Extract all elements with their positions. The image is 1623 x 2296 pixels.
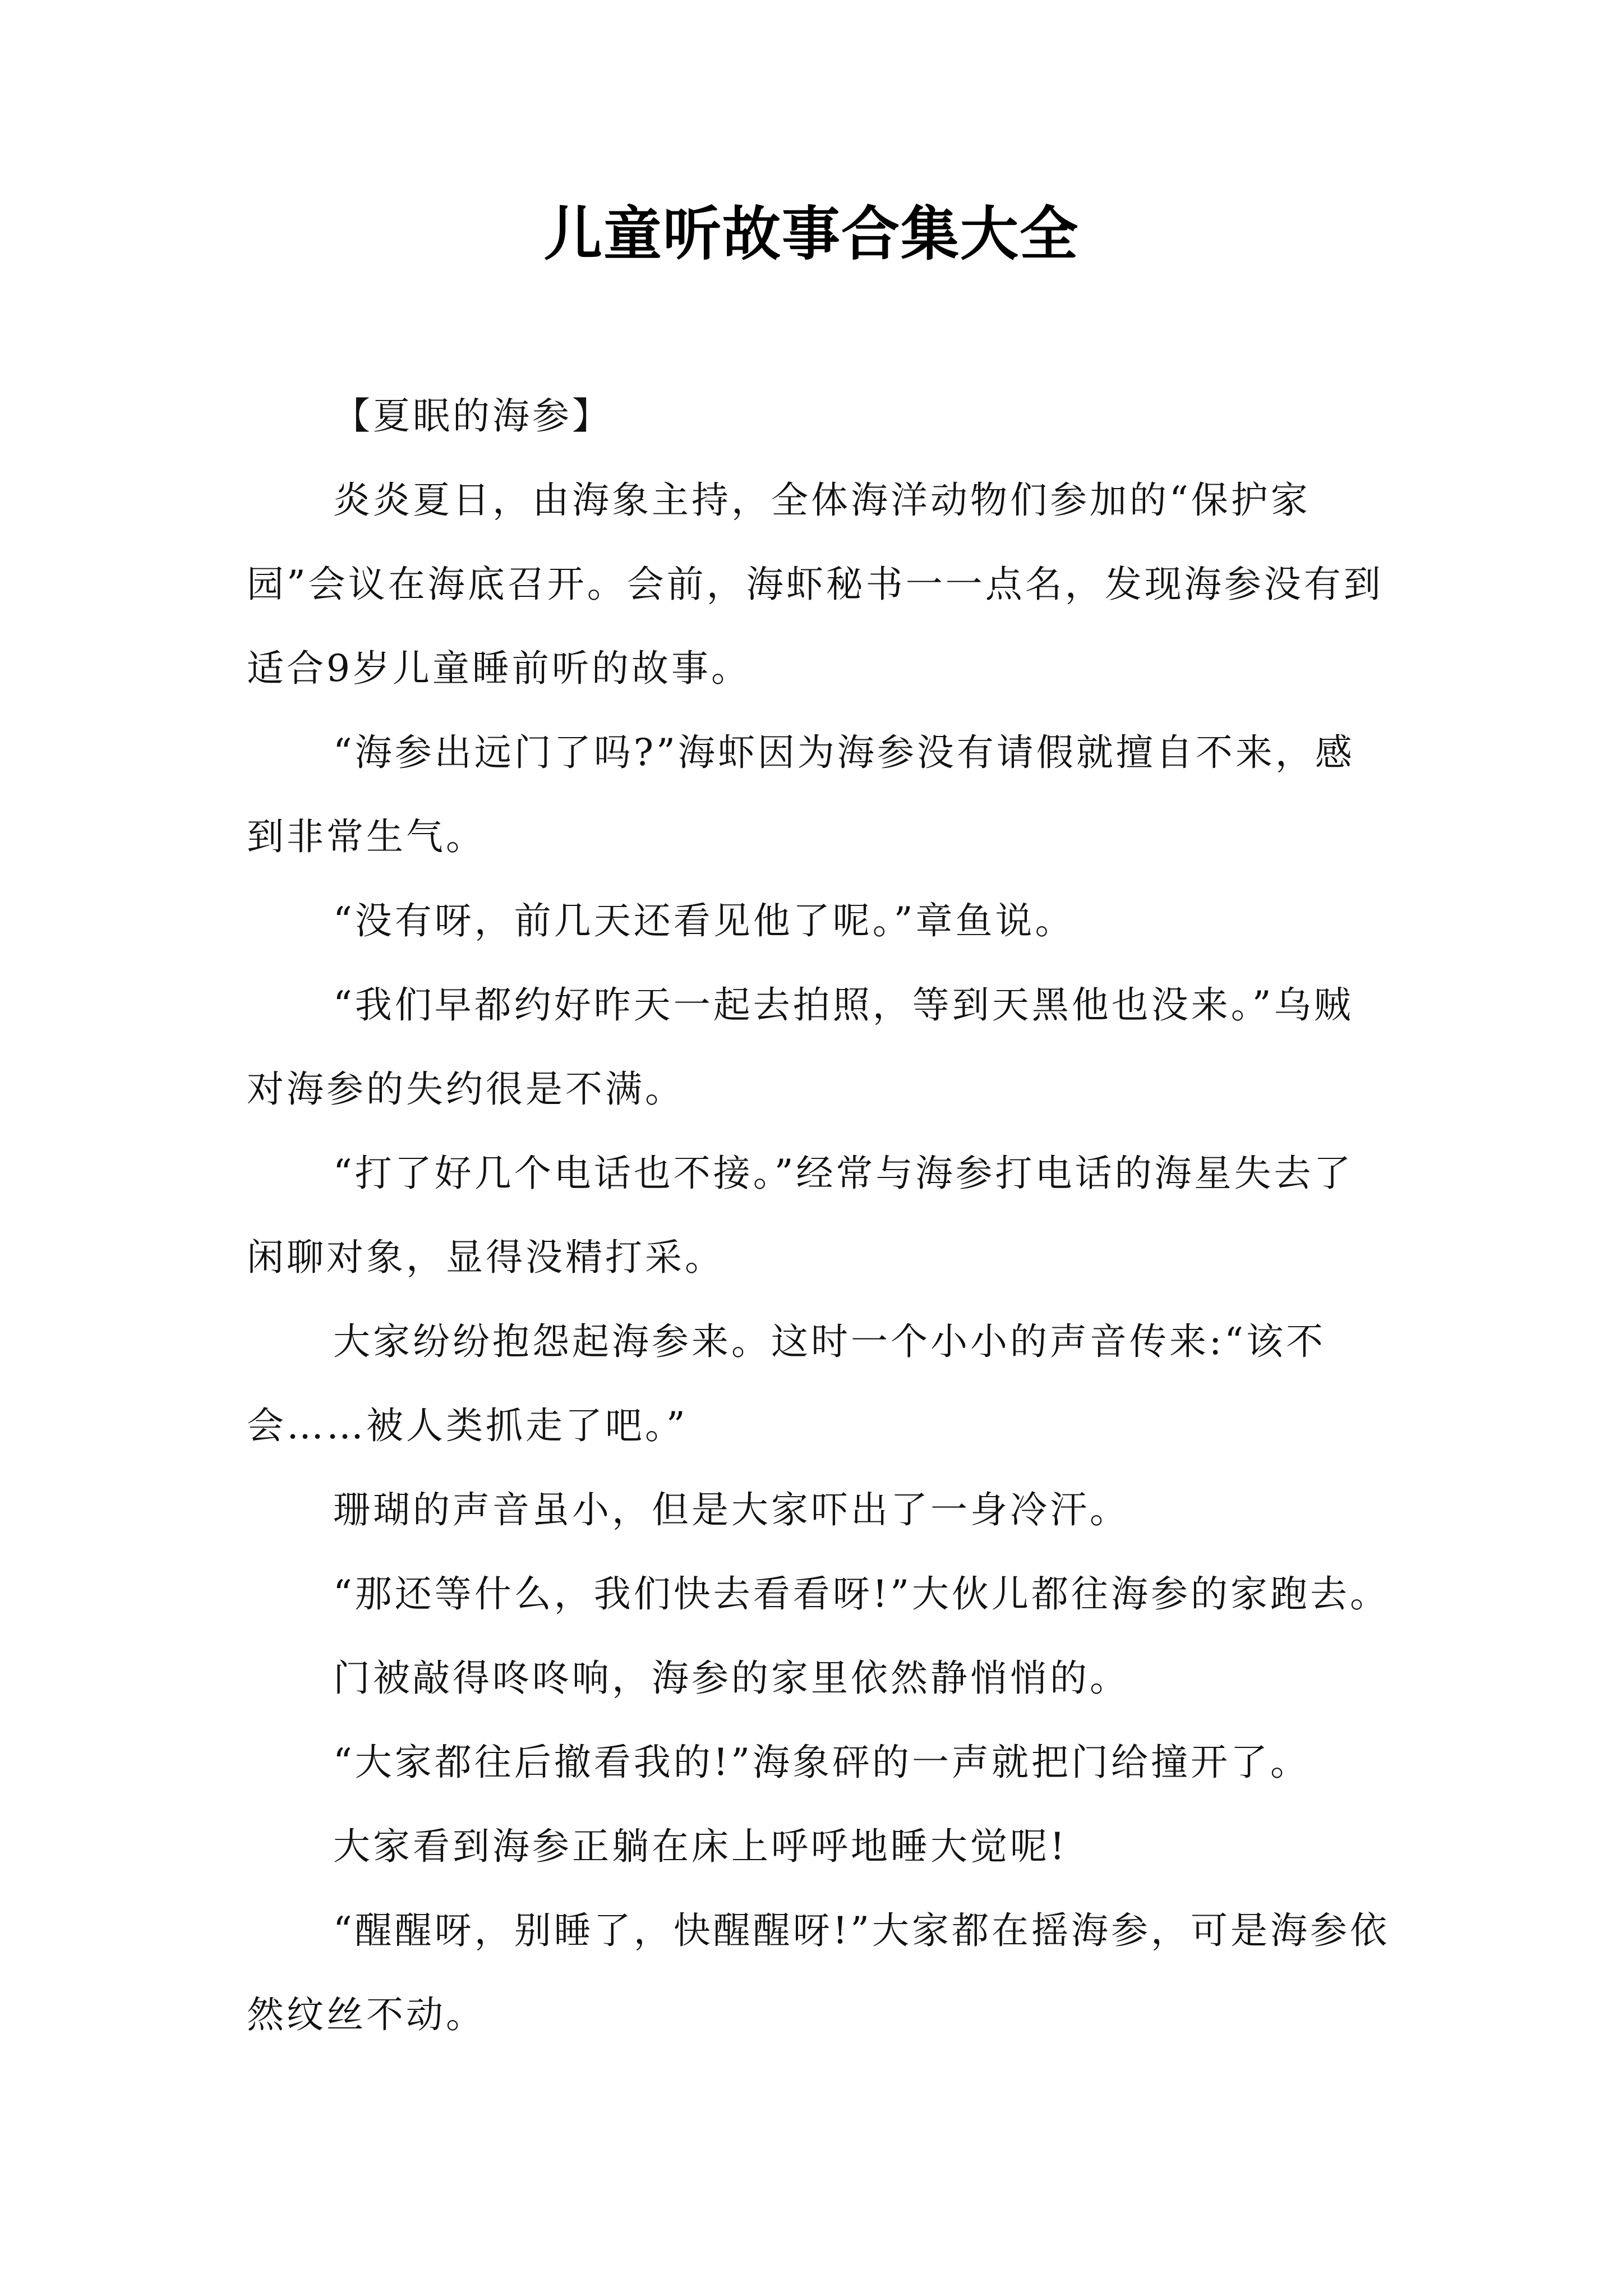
page-title: 儿童听故事合集大全 [543,200,1079,268]
paragraph: 珊瑚的声音虽小，但是大家吓出了一身冷汗。 [333,1488,1129,1531]
paragraph: “打了好几个电话也不接。”经常与海参打电话的海星失去了闲聊对象，显得没精打采。 [247,1152,1354,1279]
paragraph: 炎炎夏日，由海象主持，全体海洋动物们参加的“保护家园”会议在海底召开。会前，海虾秘书一一点名，发现海参没有到适合9岁儿童睡前听的故事。 [247,478,1384,690]
document-body [247,374,1391,2057]
paragraph: “那还等什么，我们快去看看呀!”大伙儿都往海参的家跑去。 [333,1572,1390,1616]
paragraph: 大家看到海参正躺在床上呼呼地睡大觉呢! [333,1825,1068,1868]
section-heading: 【夏眠的海参】 [333,394,612,438]
paragraph: “没有呀，前几天还看见他了呢。”章鱼说。 [333,899,1075,942]
paragraph: 大家纷纷抱怨起海参来。这时一个小小的声音传来:“该不会……被人类抓走了吧。” [247,1320,1326,1447]
paragraph: “海参出远门了吗?”海虾因为海参没有请假就擅自不来，感到非常生气。 [247,731,1355,858]
paragraph: “大家都往后撤看我的!”海象砰的一声就把门给撞开了。 [333,1741,1311,1784]
paragraph: 门被敲得咚咚响，海参的家里依然静悄悄的。 [333,1657,1129,1700]
paragraph: “我们早都约好昨天一起去拍照，等到天黑他也没来。”乌贼对海参的失约很是不满。 [247,983,1354,1111]
paragraph: “醒醒呀，别睡了，快醒醒呀!”大家都在摇海参，可是海参依然纹丝不动。 [247,1909,1390,2036]
